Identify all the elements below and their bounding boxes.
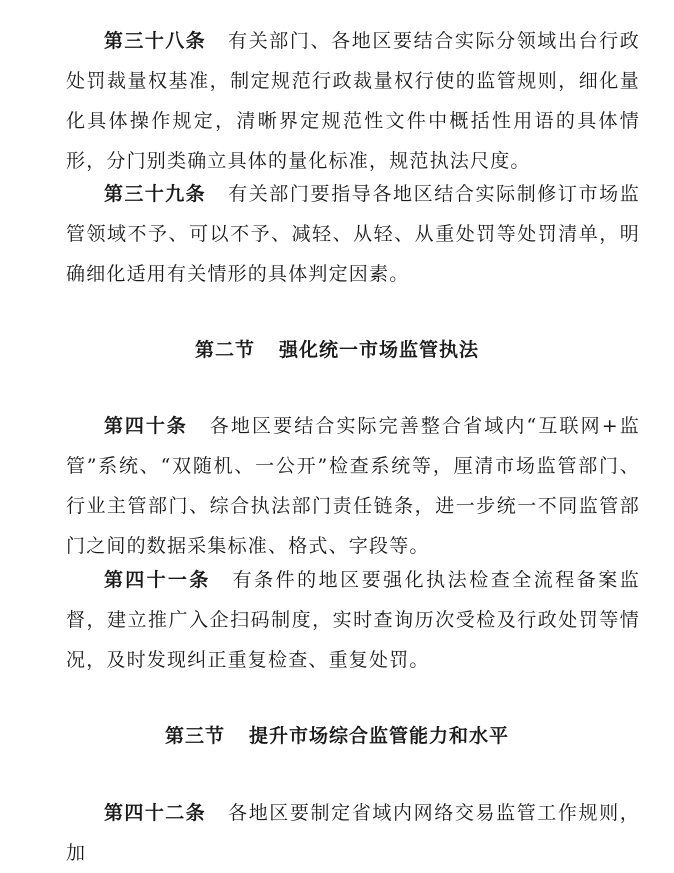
article-41: [66, 560, 640, 680]
section-title: 提升市场综合监管能力和水平: [249, 725, 510, 747]
section-heading-2: [0, 330, 674, 370]
article-text: 各地区要结合实际完善整合省域内“互联网+监管”系统、“双随机、一公开”检查系统等，厘清市场监管部门、行业主管部门、综合执法部门责任链条，进一步统一不同监管部门之间的数据采集标准、格式、字段等。: [66, 415, 640, 557]
article-text: 有关部门要指导各地区结合实际制修订市场监管领域不予、可以不予、减轻、从轻、从重处罚等处罚清单，明确细化适用有关情形的具体判定因素。: [66, 183, 640, 285]
section-number: 第三节: [164, 725, 225, 747]
article-number: 第四十条: [104, 415, 188, 437]
section-title: 强化统一市场监管执法: [279, 339, 480, 361]
article-42: [66, 793, 640, 873]
section-heading-3: [0, 716, 674, 756]
article-text: 有关部门、各地区要结合实际分领域出台行政处罚裁量权基准，制定规范行政裁量权行使的监管规则，细化量化具体操作规定，清晰界定规范性文件中概括性用语的具体情形，分门别类确立具体的量化标准，规范执法尺度。: [66, 30, 640, 172]
article-number: 第四十二条: [104, 802, 207, 824]
article-38: [66, 21, 640, 181]
article-number: 第四十一条: [104, 569, 211, 591]
article-39: [66, 174, 640, 294]
article-number: 第三十八条: [104, 30, 207, 52]
article-text: 有条件的地区要强化执法检查全流程备案监督，建立推广入企扫码制度，实时查询历次受检及行政处罚等情况，及时发现纠正重复检查、重复处罚。: [66, 569, 640, 671]
article-text: 各地区要制定省域内网络交易监管工作规则，加: [66, 802, 640, 864]
article-40: [66, 406, 640, 566]
article-number: 第三十九条: [104, 183, 207, 205]
section-number: 第二节: [194, 339, 255, 361]
